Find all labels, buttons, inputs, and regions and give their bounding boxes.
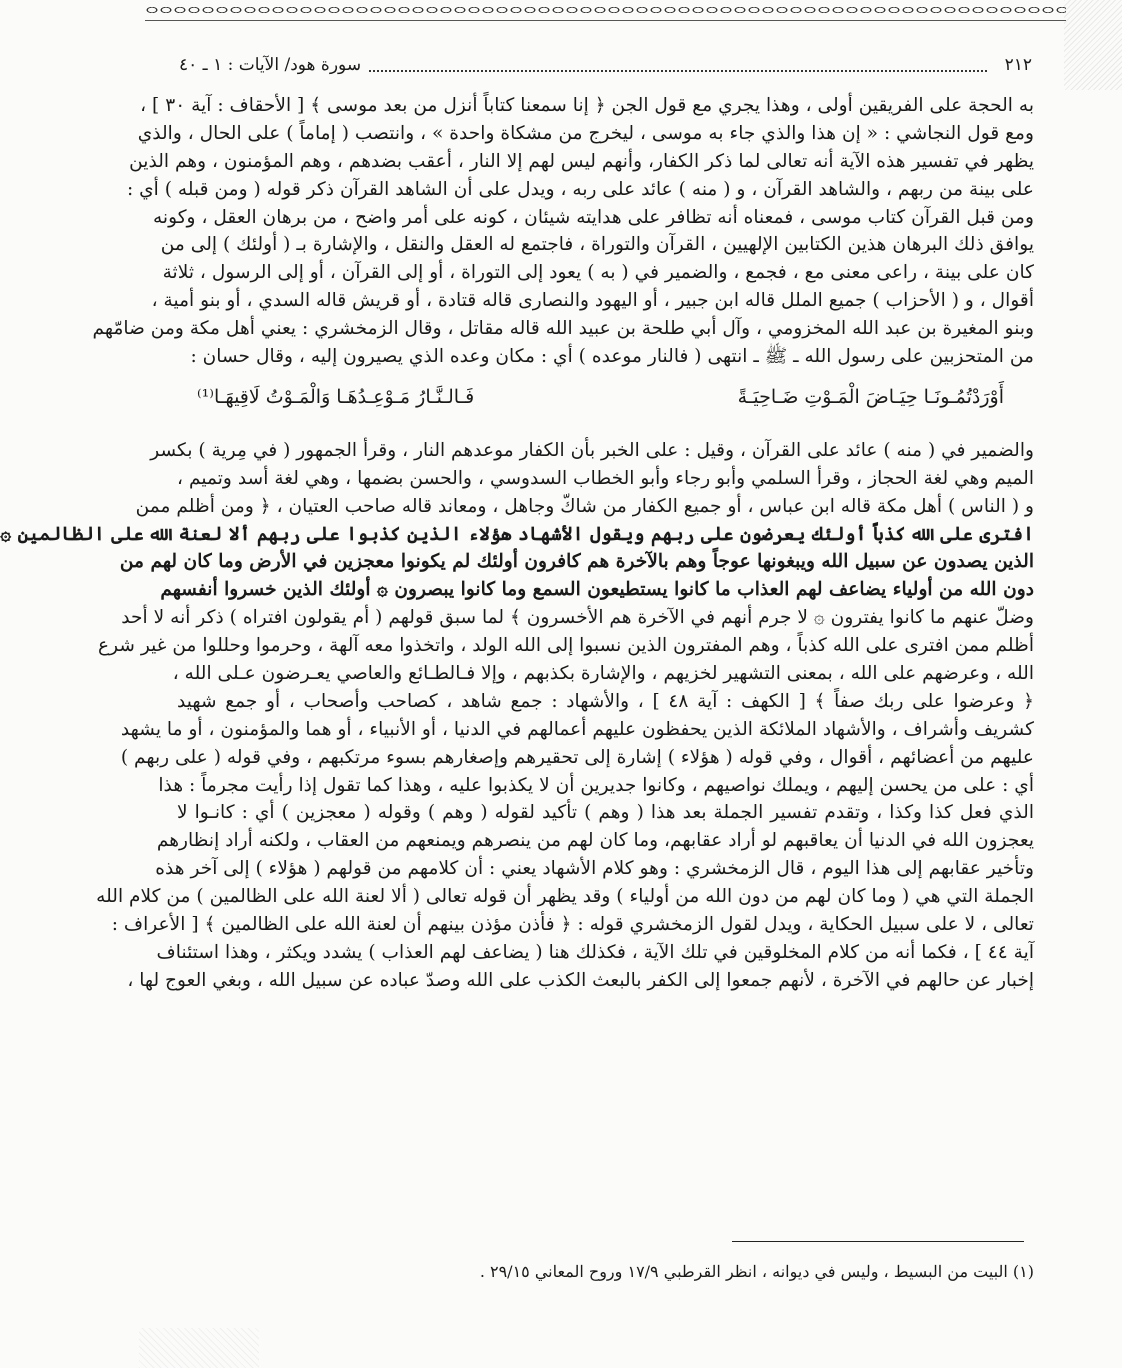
text-line: كشريف وأشراف ، والأشهاد الملائكة الذين يحفظون عليهم أعمالهم في الدنيا ، أو الأنبياء ، أو هما والمؤمنون ، أو ما يشهد: [120, 718, 1034, 740]
text-line: والضمير في ( منه ) عائد على القرآن ، وقيل : على الخبر بأن الكفار موعدهم النار ، وقرأ الجمهور ( في مِرية ) بكسر: [150, 439, 1034, 461]
text-line: كان على بينة ، راعى معنى مع ، فجمع ، والضمير في ( به ) يعود إلى التوراة ، أو إلى القرآن ، أو إلى الرسول ، ثلاثة: [162, 262, 1034, 284]
text-line: وبنو المغيرة بن عبد الله المخزومي ، وآل أبي طلحة بن عبيد الله قاله مقاتل ، وقال الزمخشري : يعني أهل مكة ومن ضامّهم: [92, 318, 1034, 340]
text-line: يعجزون الله في الدنيا أن يعاقبهم لو أراد عقابهم، وما كان لهم من ينصرهم ويمنعهم من العقاب ، ولكنه أراد إنظارهم: [156, 830, 1034, 852]
scan-corner-artifact-bottom: [139, 1328, 259, 1368]
paragraph-1: [92, 92, 1034, 371]
text-line: يوافق ذلك البرهان هذين الكتابين الإلهيين ، القرآن والتوراة ، فاجتمع له العقل والنقل ، والإشارة بـ ( أولئك ) إلى من: [160, 234, 1034, 256]
text-line: عليهم من أعضائهم ، أقوال ، وفي قوله ( هؤلاء ) إشارة إلى تحقيرهم وإصغارهم بسوء مرتكبهم ، وفي قوله ( على ربهم ): [120, 746, 1034, 768]
text-line: الله ، وعرضهم على الله ، بمعنى التشهير لخزيهم ، والإشارة بكذبهم ، وإلا فـالطـائع والعاصي يعـرضون عـلى الله ،: [172, 663, 1034, 685]
text-line: على بينة من ربهم ، والشاهد القرآن ، و ( منه ) عائد على ربه ، ويدل على أن الشاهد القرآن ذكر قوله ( ومن قبله ) أي :: [126, 178, 1034, 200]
text-line: ﴿ وعرضوا على ربك صفاً ﴾ [ الكهف : آية ٤٨ ] ، والأشهاد : جمع شاهد ، كصاحب وأصحاب ، أو جمع شهيد: [177, 690, 1034, 712]
text-line: أي : على من يحسن إليهم ، ويملك نواصيهم ، وكانوا جديرين أن لا يكذبوا عليه ، وهذا كما تقول إذا رأيت مجرماً : هذا: [158, 774, 1034, 796]
body-text: [0, 92, 1034, 995]
running-header: [179, 52, 1032, 78]
text-line: الذي فعل كذا وكذا ، وتقدم تفسير الجملة بعد هذا ( وهم ) تأكيد لقوله ( وهم ) وقوله ( معجزين ) أي : كانـوا لا: [177, 802, 1034, 824]
paragraph-2: [0, 437, 1034, 995]
footnote: (١) البيت من البسيط ، وليس في ديوانه ، انظر القرطبي ١٧/٩ وروح المعاني ٢٩/١٥ .: [479, 1262, 1034, 1281]
verse-second-hemistich: فَـالـنَّـارُ مَـوْعِـدُهَـا وَالْمَـوْتُ لَاقِيهَـا⁽¹⁾: [197, 385, 475, 408]
text-line: ومع قول النجاشي : « إن هذا والذي جاء به موسى ، ليخرج من مشكاة واحدة » ، وانتصب ( إماماً ) على الحال ، والذي: [137, 122, 1034, 144]
scan-corner-artifact: [1064, 0, 1122, 90]
decorative-top-border: [145, 4, 1066, 16]
text-line: آية ٤٤ ] ، فكما أنه من كلام المخلوقين في تلك الآية ، فكذلك هنا ( يضاعف لهم العذاب ) يشدد ويكثر ، وهذا استئناف: [156, 941, 1034, 963]
page-number: ٢١٢: [1004, 55, 1032, 75]
poetry-verse: [177, 371, 1034, 423]
spacer: [177, 423, 1034, 437]
text-line: وضلّ عنهم ما كانوا يفترون ۞ لا جرم أنهم في الآخرة هم الأخسرون ﴾ لما سبق قولهم ( أم يقولون افتراه ) ذكر أنه لا أحد: [121, 607, 1034, 629]
text-line: أظلم ممن افترى على الله كذباً ، وهم المفترون الذين نسبوا إلى الله الولد ، واتخذوا معه آلهة ، وحرموا وحللوا من غير شرع: [98, 635, 1034, 657]
text-line: الميم وهي لغة الحجاز ، وقرأ السلمي وأبو رجاء وأبو الخطاب السدوسي ، والحسن بضمها ، وهي لغة أسد وتميم ،: [177, 467, 1034, 489]
text-line: و ( الناس ) أهل مكة قاله ابن عباس ، أو جميع الكفار من شاكّ وجاهل ، ومعاند قاله صاحب العتيان ، ﴿ ومن أظلم ممن: [135, 495, 1034, 517]
text-line: الجملة التي هي ( وما كان لهم من دون الله من أولياء ) وقد يظهر أن قوله تعالى ( ألا لعنة الله على الظالمين ) من كلام الله: [96, 886, 1034, 908]
text-line: به الحجة على الفريقين أولى ، وهذا يجري مع قول الجن ﴿ إنا سمعنا كتاباً أنزل من بعد موسى ﴾ [ الأحقاف : آية ٣٠ ] ،: [140, 95, 1034, 116]
text-line: الذين يصدون عن سبيل الله ويبغونها عوجاً وهم بالآخرة هم كافرون أولئك لم يكونوا معجزين في الأرض وما كان لهم من: [119, 551, 1034, 573]
text-line: من المتحزبين على رسول الله ـ ﷺ ـ انتهى ( فالنار موعده ) أي : مكان وعده الذي يصيرون إليه ، وقال حسان :: [190, 346, 1034, 368]
running-title: سورة هود/ الآيات : ١ ـ ٤٠: [179, 55, 362, 75]
text-line: وتأخير عقابهم إلى هذا اليوم ، قال الزمخشري : وهو كلام الأشهاد يعني : أن كلامهم من قولهم ( هؤلاء ) إلى آخر هذه: [155, 858, 1034, 880]
text-line: تعالى ، لا على سبيل الحكاية ، ويدل لقول الزمخشري قوله : ﴿ فأذن مؤذن بينهم أن لعنة الله على الظالمين ﴾ [ الأعراف :: [111, 914, 1034, 936]
text-line: ومن قبل القرآن كتاب موسى ، فمعناه أنه تظافر على هدايته شيئان ، كونه على أمر واضح ، من برهان العقل ، وكونه: [152, 206, 1034, 228]
top-rule: [145, 20, 1066, 21]
header-dot-leader: [369, 58, 987, 72]
text-line: يظهر في تفسير هذه الآية أنه تعالى لما ذكر الكفار، وأنهم ليس لهم إلا النار ، أعقب بضدهم ، وهم المؤمنون ، وهم الذين: [129, 150, 1034, 172]
footnote-separator: [732, 1241, 1024, 1242]
text-line: أقوال ، و ( الأحزاب ) جميع الملل قاله ابن جبير ، أو اليهود والنصارى قاله قتادة ، أو قريش قاله السدي ، أو بنو أمية ،: [151, 290, 1034, 312]
text-line: إخبار عن حالهم في الآخرة ، لأنهم جمعوا إلى الكفر بالبعث الكذب على الله وصدّ عباده عن سبيل الله ، وبغي العوج لها ،: [127, 969, 1034, 991]
text-line: افترى على الله كذباً أولئك يعرضون على ربهم ويقول الأشهاد هؤلاء الذين كذبوا على ربهم ألا لعنة الله على الظالمين ۞: [0, 523, 1034, 545]
text-line: دون الله من أولياء يضاعف لهم العذاب ما كانوا يستطيعون السمع وما كانوا يبصرون ۞ أولئك الذين خسروا أنفسهم: [160, 579, 1034, 601]
verse-first-hemistich: أَوْرَدْتُمُـونَـا حِيَـاضَ الْمَـوْتِ ضَـاحِيَـةً: [737, 385, 1004, 408]
